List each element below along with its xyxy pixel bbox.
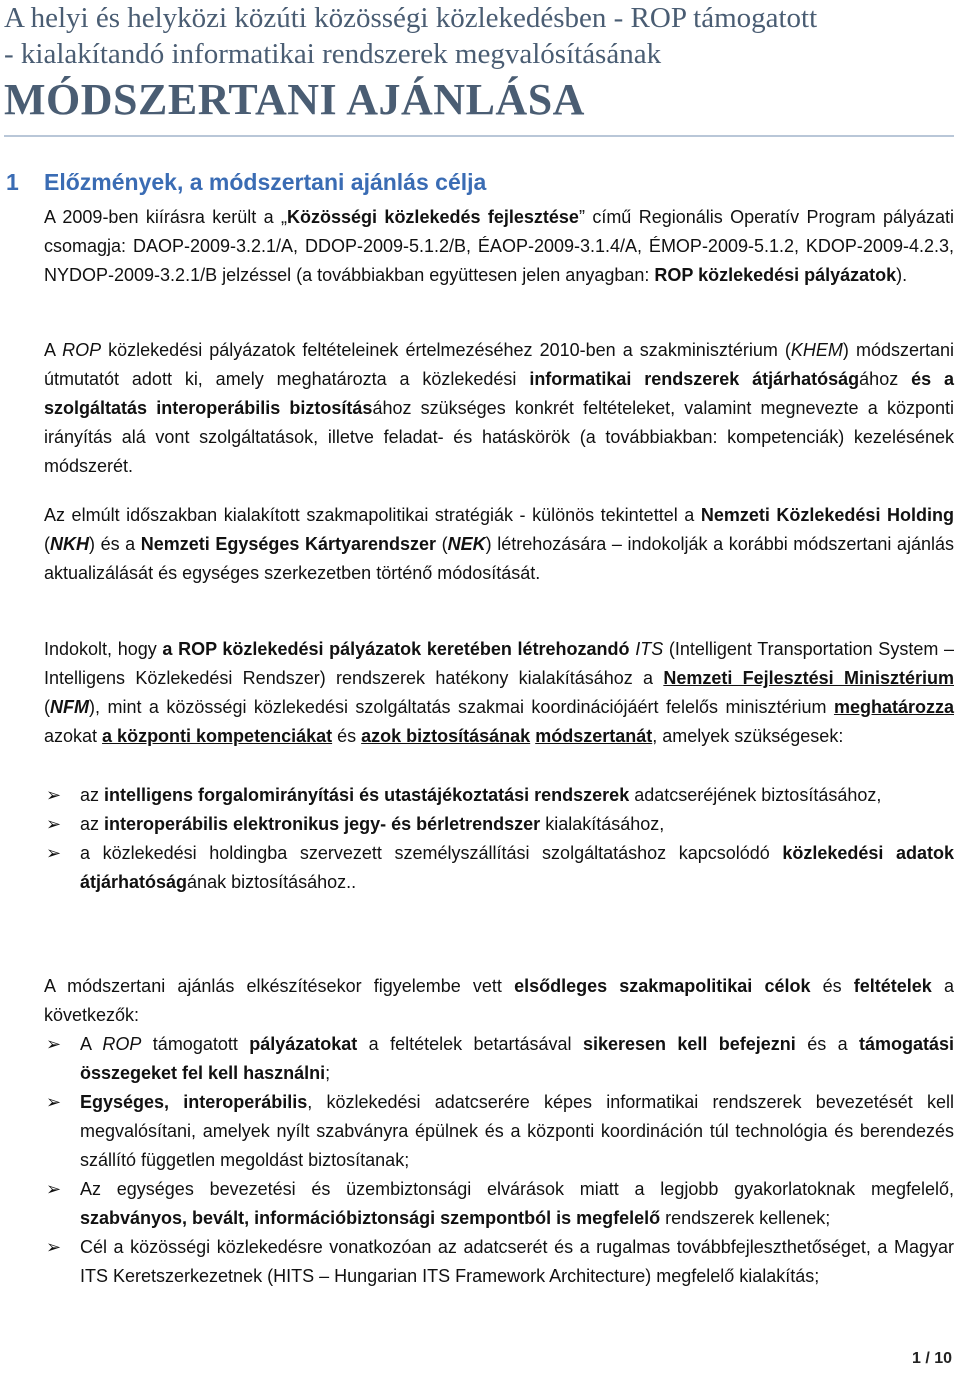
paragraph-1: A 2009-ben kiírásra került a „Közösségi közlekedés fejlesztése” című Regionális Operatív Program pályázati csomagja: DAOP-2009-3.2.1/A, DDOP-2009-5.1.2/B, ÉAOP-2009-3.1.4/A, ÉMOP-2009-5.1.2, KDOP-2009-4.2.3, NYDOP-2009-3.2.1/B jelzéssel (a továbbiakban együttesen jelen anyagban: ROP közlekedési pályázatok). bbox=[44, 207, 954, 285]
section-title: Előzmények, a módszertani ajánlás célja bbox=[44, 169, 487, 195]
list-item: ➢ az interoperábilis elektronikus jegy- és bérletrendszer kialakításához, bbox=[44, 810, 954, 839]
list-item: ➢ Egységes, interoperábilis, közlekedési adatcserére képes informatikai rendszerek bevezetését kell megvalósítani, amelyek nyílt szabványra épülnek és a központi koordináción túl technológia és berendezés szállító független megoldást biztosítanak; bbox=[44, 1088, 954, 1175]
arrow-bullet-icon: ➢ bbox=[46, 843, 62, 863]
arrow-bullet-icon: ➢ bbox=[46, 1092, 62, 1112]
arrow-bullet-icon: ➢ bbox=[46, 1237, 62, 1257]
page-number: 1 / 10 bbox=[911, 1350, 952, 1367]
title-line-2: - kialakítandó informatikai rendszerek megvalósításának bbox=[4, 38, 662, 70]
section-heading bbox=[6, 169, 486, 196]
arrow-bullet-icon: ➢ bbox=[46, 814, 62, 834]
goals-list bbox=[44, 781, 954, 897]
list-item: ➢ A ROP támogatott pályázatokat a feltételek betartásával sikeresen kell befejezni és a támogatási összegeket fel kell használni; bbox=[44, 1030, 954, 1088]
list-item: ➢ Cél a közösségi közlekedésre vonatkozóan az adatcserét és a rugalmas továbbfejleszthetőséget, a Magyar ITS Keretszerkezetnek (HITS – Hungarian ITS Framework Architecture) megfelelő kialakítás; bbox=[44, 1233, 954, 1291]
list-item: ➢ a közlekedési holdingba szervezett személyszállítási szolgáltatáshoz kapcsolódó közlekedési adatok átjárhatóságának biztosításához.. bbox=[44, 839, 954, 897]
paragraph-3: Az elmúlt időszakban kialakított szakmapolitikai stratégiák - különös tekintettel a Nemzeti Közlekedési Holding (NKH) és a Nemzeti Egységes Kártyarendszer (NEK) létrehozására – indokolják a korábbi módszertani ajánlás aktualizálását és egységes szerkezetben történő módosítását. bbox=[44, 505, 954, 583]
arrow-bullet-icon: ➢ bbox=[46, 785, 62, 805]
objectives-list bbox=[44, 1030, 954, 1291]
title-line-1: A helyi és helyközi közúti közösségi közlekedésben - ROP támogatott bbox=[4, 2, 818, 34]
paragraph-4: Indokolt, hogy a ROP közlekedési pályázatok keretében létrehozandó ITS (Intelligent Transportation System – Intelligens Közlekedési Rendszer) rendszerek hatékony kialakításához a Nemzeti Fejlesztési Minisztérium (NFM), mint a közösségi közlekedési szolgáltatás szakmai koordinációjáért felelős minisztérium meghatározza azokat a központi kompetenciákat és azok biztosításának módszertanát, amelyek szükségesek: bbox=[44, 639, 954, 746]
arrow-bullet-icon: ➢ bbox=[46, 1179, 62, 1199]
paragraph-5: A módszertani ajánlás elkészítésekor figyelembe vett elsődleges szakmapolitikai célok és feltételek a következők: bbox=[44, 976, 954, 1025]
paragraph-2: A ROP közlekedési pályázatok feltételeinek értelmezéséhez 2010-ben a szakminisztérium (KHEM) módszertani útmutatót adott ki, amely meghatározta a közlekedési informatikai rendszerek átjárhatóságához és a szolgáltatás interoperábilis biztosításához szükséges konkrét feltételeket, valamint megnevezte a központi irányítás alá vont szolgáltatások, illetve feladat- és hatáskörök (a továbbiakban: kompetenciák) kezelésének módszerét. bbox=[44, 340, 954, 476]
title-divider bbox=[4, 135, 954, 137]
title-line-3: MÓDSZERTANI AJÁNLÁSA bbox=[4, 75, 585, 124]
list-item: ➢ Az egységes bevezetési és üzembiztonsági elvárások miatt a legjobb gyakorlatoknak megfelelő, szabványos, bevált, információbiztonsági szempontból is megfelelő rendszerek kellenek; bbox=[44, 1175, 954, 1233]
list-item: ➢ az intelligens forgalomirányítási és utastájékoztatási rendszerek adatcseréjének biztosításához, bbox=[44, 781, 954, 810]
arrow-bullet-icon: ➢ bbox=[46, 1034, 62, 1054]
document-title bbox=[4, 0, 954, 126]
section-number: 1 bbox=[6, 169, 19, 195]
